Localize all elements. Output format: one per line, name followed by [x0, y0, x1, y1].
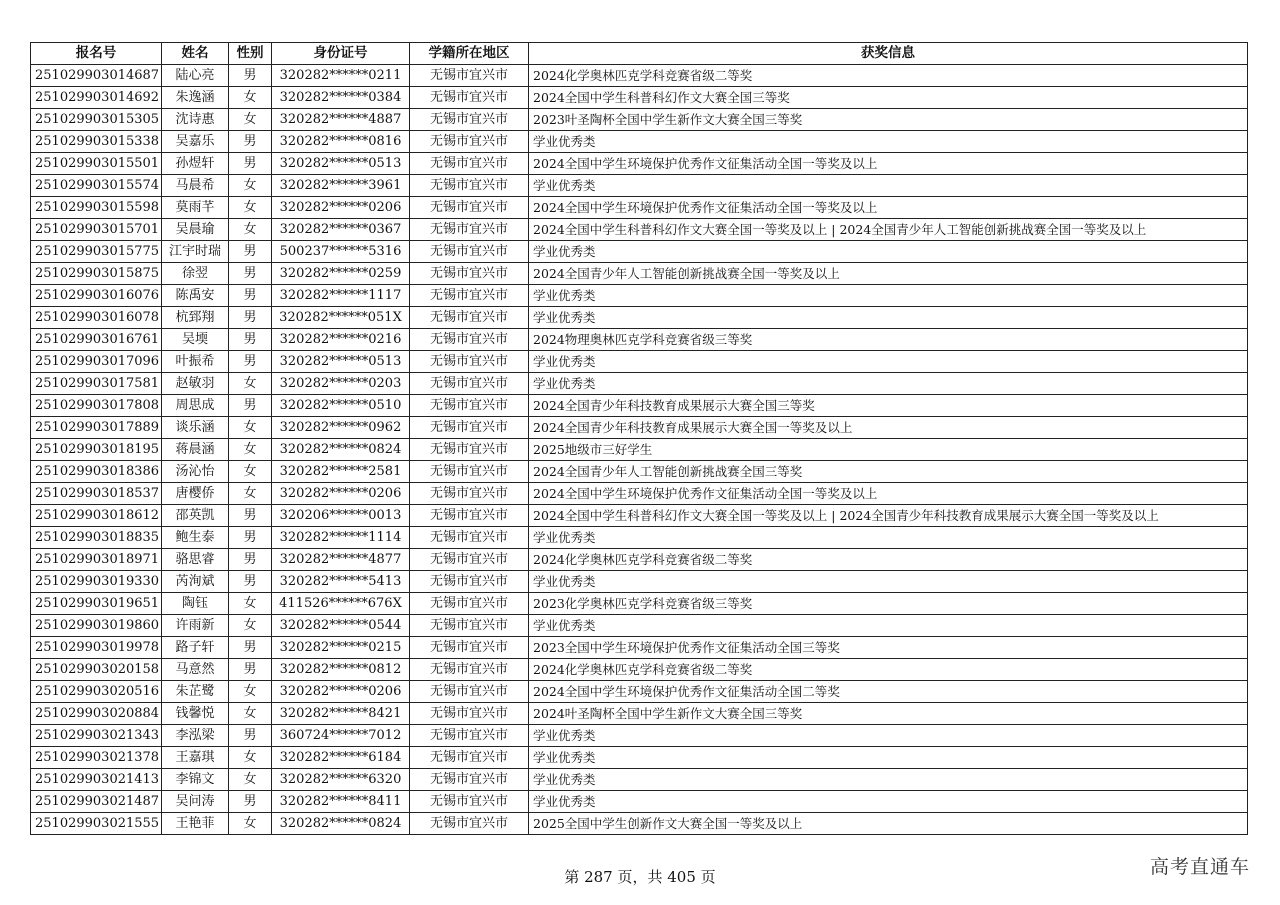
gender-cell: 男	[229, 725, 272, 747]
name-cell: 马晨希	[162, 175, 229, 197]
registration-number-cell: 251029903021343	[31, 725, 162, 747]
id-number-cell: 320282******1117	[272, 285, 410, 307]
registration-number-cell: 251029903015338	[31, 131, 162, 153]
school-region-cell: 无锡市宜兴市	[410, 725, 529, 747]
gender-cell: 男	[229, 549, 272, 571]
gender-cell: 女	[229, 615, 272, 637]
id-number-cell: 320282******051X	[272, 307, 410, 329]
gender-cell: 男	[229, 659, 272, 681]
table-row	[31, 65, 1248, 87]
name-cell: 江宇时瑞	[162, 241, 229, 263]
award-info-cell: 2024全国中学生科普科幻作文大赛全国一等奖及以上 | 2024全国青少年科技教育成果展示大赛全国一等奖及以上	[529, 505, 1248, 527]
name-cell: 陶钰	[162, 593, 229, 615]
award-info-cell: 2025全国中学生创新作文大赛全国一等奖及以上	[529, 813, 1248, 835]
school-region-cell: 无锡市宜兴市	[410, 791, 529, 813]
table-header-row	[31, 43, 1248, 65]
award-info-cell: 2023全国中学生环境保护优秀作文征集活动全国三等奖	[529, 637, 1248, 659]
school-region-cell: 无锡市宜兴市	[410, 351, 529, 373]
id-number-cell: 320282******0259	[272, 263, 410, 285]
id-number-cell: 320282******0962	[272, 417, 410, 439]
registration-number-cell: 251029903015775	[31, 241, 162, 263]
award-info-cell: 2024全国青少年人工智能创新挑战赛全国一等奖及以上	[529, 263, 1248, 285]
registration-number-cell: 251029903019330	[31, 571, 162, 593]
school-region-cell: 无锡市宜兴市	[410, 703, 529, 725]
registration-number-cell: 251029903021487	[31, 791, 162, 813]
registration-number-cell: 251029903015701	[31, 219, 162, 241]
header-name: 姓名	[162, 43, 229, 65]
table-row	[31, 153, 1248, 175]
name-cell: 孙煜轩	[162, 153, 229, 175]
gender-cell: 女	[229, 681, 272, 703]
school-region-cell: 无锡市宜兴市	[410, 593, 529, 615]
id-number-cell: 320282******0216	[272, 329, 410, 351]
gender-cell: 男	[229, 791, 272, 813]
table-row	[31, 461, 1248, 483]
id-number-cell: 320282******0211	[272, 65, 410, 87]
registration-number-cell: 251029903020516	[31, 681, 162, 703]
header-registration-number: 报名号	[31, 43, 162, 65]
name-cell: 陈禹安	[162, 285, 229, 307]
id-number-cell: 320282******0513	[272, 351, 410, 373]
table-row	[31, 417, 1248, 439]
registration-number-cell: 251029903017096	[31, 351, 162, 373]
school-region-cell: 无锡市宜兴市	[410, 615, 529, 637]
name-cell: 唐樱侨	[162, 483, 229, 505]
gender-cell: 女	[229, 219, 272, 241]
gender-cell: 男	[229, 285, 272, 307]
table-row	[31, 329, 1248, 351]
gender-cell: 男	[229, 263, 272, 285]
registration-number-cell: 251029903017808	[31, 395, 162, 417]
award-info-cell: 2024全国中学生环境保护优秀作文征集活动全国一等奖及以上	[529, 197, 1248, 219]
award-info-cell: 2024叶圣陶杯全国中学生新作文大赛全国三等奖	[529, 703, 1248, 725]
registration-number-cell: 251029903015574	[31, 175, 162, 197]
gender-cell: 女	[229, 417, 272, 439]
registration-number-cell: 251029903016076	[31, 285, 162, 307]
name-cell: 鲍生泰	[162, 527, 229, 549]
registration-number-cell: 251029903017581	[31, 373, 162, 395]
name-cell: 吴堧	[162, 329, 229, 351]
award-info-cell: 学业优秀类	[529, 791, 1248, 813]
registration-number-cell: 251029903020884	[31, 703, 162, 725]
name-cell: 邵英凯	[162, 505, 229, 527]
gender-cell: 男	[229, 241, 272, 263]
school-region-cell: 无锡市宜兴市	[410, 461, 529, 483]
name-cell: 吴晨瑜	[162, 219, 229, 241]
award-info-cell: 2024全国青少年人工智能创新挑战赛全国三等奖	[529, 461, 1248, 483]
registration-number-cell: 251029903020158	[31, 659, 162, 681]
gender-cell: 女	[229, 813, 272, 835]
id-number-cell: 320282******0206	[272, 197, 410, 219]
id-number-cell: 320282******1114	[272, 527, 410, 549]
gender-cell: 女	[229, 439, 272, 461]
id-number-cell: 320282******0206	[272, 681, 410, 703]
award-info-cell: 学业优秀类	[529, 131, 1248, 153]
school-region-cell: 无锡市宜兴市	[410, 263, 529, 285]
name-cell: 汤沁怡	[162, 461, 229, 483]
award-info-cell: 2024物理奥林匹克学科竞赛省级三等奖	[529, 329, 1248, 351]
id-number-cell: 320282******3961	[272, 175, 410, 197]
award-info-cell: 2024全国中学生科普科幻作文大赛全国三等奖	[529, 87, 1248, 109]
name-cell: 钱馨悦	[162, 703, 229, 725]
table-row	[31, 109, 1248, 131]
id-number-cell: 320282******6320	[272, 769, 410, 791]
id-number-cell: 320282******0513	[272, 153, 410, 175]
name-cell: 芮洵斌	[162, 571, 229, 593]
id-number-cell: 320282******0812	[272, 659, 410, 681]
name-cell: 李泓梁	[162, 725, 229, 747]
table-row	[31, 593, 1248, 615]
name-cell: 王艳菲	[162, 813, 229, 835]
award-info-cell: 学业优秀类	[529, 615, 1248, 637]
registration-number-cell: 251029903015305	[31, 109, 162, 131]
award-info-cell: 2024化学奥林匹克学科竞赛省级二等奖	[529, 65, 1248, 87]
table-row	[31, 725, 1248, 747]
page-number: 第 287 页，共 405 页	[564, 868, 716, 886]
name-cell: 沈诗惠	[162, 109, 229, 131]
award-info-cell: 学业优秀类	[529, 241, 1248, 263]
gender-cell: 男	[229, 329, 272, 351]
watermark-text: 高考直通车	[1149, 856, 1250, 878]
table-row	[31, 813, 1248, 835]
award-info-cell: 学业优秀类	[529, 373, 1248, 395]
school-region-cell: 无锡市宜兴市	[410, 65, 529, 87]
table-body	[31, 65, 1248, 835]
school-region-cell: 无锡市宜兴市	[410, 241, 529, 263]
id-number-cell: 320282******0384	[272, 87, 410, 109]
gender-cell: 男	[229, 527, 272, 549]
name-cell: 叶振希	[162, 351, 229, 373]
header-id-number: 身份证号	[272, 43, 410, 65]
award-info-cell: 2024全国青少年科技教育成果展示大赛全国一等奖及以上	[529, 417, 1248, 439]
award-info-cell: 2025地级市三好学生	[529, 439, 1248, 461]
name-cell: 徐翌	[162, 263, 229, 285]
name-cell: 蒋晨涵	[162, 439, 229, 461]
registration-number-cell: 251029903014687	[31, 65, 162, 87]
school-region-cell: 无锡市宜兴市	[410, 153, 529, 175]
school-region-cell: 无锡市宜兴市	[410, 175, 529, 197]
registration-number-cell: 251029903018835	[31, 527, 162, 549]
gender-cell: 女	[229, 703, 272, 725]
registration-number-cell: 251029903016078	[31, 307, 162, 329]
table-row	[31, 527, 1248, 549]
table-row	[31, 483, 1248, 505]
registration-number-cell: 251029903015875	[31, 263, 162, 285]
name-cell: 王嘉琪	[162, 747, 229, 769]
id-number-cell: 320282******0544	[272, 615, 410, 637]
name-cell: 朱逸涵	[162, 87, 229, 109]
gender-cell: 女	[229, 87, 272, 109]
table-row	[31, 615, 1248, 637]
school-region-cell: 无锡市宜兴市	[410, 637, 529, 659]
table-row	[31, 505, 1248, 527]
school-region-cell: 无锡市宜兴市	[410, 769, 529, 791]
registration-number-cell: 251029903014692	[31, 87, 162, 109]
id-number-cell: 320282******0203	[272, 373, 410, 395]
id-number-cell: 320282******0367	[272, 219, 410, 241]
gender-cell: 女	[229, 109, 272, 131]
table-row	[31, 637, 1248, 659]
school-region-cell: 无锡市宜兴市	[410, 285, 529, 307]
gender-cell: 男	[229, 65, 272, 87]
name-cell: 朱芷鹭	[162, 681, 229, 703]
school-region-cell: 无锡市宜兴市	[410, 527, 529, 549]
id-number-cell: 320282******6184	[272, 747, 410, 769]
name-cell: 马意然	[162, 659, 229, 681]
registration-number-cell: 251029903018386	[31, 461, 162, 483]
registration-number-cell: 251029903019978	[31, 637, 162, 659]
table-row	[31, 351, 1248, 373]
gender-cell: 女	[229, 593, 272, 615]
award-info-cell: 2024化学奥林匹克学科竞赛省级二等奖	[529, 659, 1248, 681]
registration-number-cell: 251029903018195	[31, 439, 162, 461]
registration-number-cell: 251029903017889	[31, 417, 162, 439]
registration-number-cell: 251029903021413	[31, 769, 162, 791]
registration-number-cell: 251029903021378	[31, 747, 162, 769]
table-row	[31, 131, 1248, 153]
header-gender: 性别	[229, 43, 272, 65]
school-region-cell: 无锡市宜兴市	[410, 197, 529, 219]
award-info-cell: 2024全国青少年科技教育成果展示大赛全国三等奖	[529, 395, 1248, 417]
school-region-cell: 无锡市宜兴市	[410, 505, 529, 527]
registration-number-cell: 251029903015598	[31, 197, 162, 219]
award-info-cell: 学业优秀类	[529, 175, 1248, 197]
gender-cell: 女	[229, 461, 272, 483]
gender-cell: 男	[229, 505, 272, 527]
registration-number-cell: 251029903018612	[31, 505, 162, 527]
name-cell: 周思成	[162, 395, 229, 417]
name-cell: 吴嘉乐	[162, 131, 229, 153]
gender-cell: 男	[229, 153, 272, 175]
school-region-cell: 无锡市宜兴市	[410, 87, 529, 109]
award-list-table-container	[30, 42, 1247, 835]
table-row	[31, 395, 1248, 417]
id-number-cell: 320282******4887	[272, 109, 410, 131]
award-info-cell: 2024化学奥林匹克学科竞赛省级二等奖	[529, 549, 1248, 571]
award-info-cell: 学业优秀类	[529, 769, 1248, 791]
gender-cell: 男	[229, 637, 272, 659]
id-number-cell: 320282******8411	[272, 791, 410, 813]
gender-cell: 女	[229, 483, 272, 505]
registration-number-cell: 251029903018537	[31, 483, 162, 505]
table-row	[31, 681, 1248, 703]
name-cell: 骆思睿	[162, 549, 229, 571]
school-region-cell: 无锡市宜兴市	[410, 483, 529, 505]
school-region-cell: 无锡市宜兴市	[410, 329, 529, 351]
name-cell: 许雨新	[162, 615, 229, 637]
table-row	[31, 571, 1248, 593]
id-number-cell: 320282******0816	[272, 131, 410, 153]
award-info-cell: 学业优秀类	[529, 725, 1248, 747]
school-region-cell: 无锡市宜兴市	[410, 439, 529, 461]
table-row	[31, 197, 1248, 219]
table-row	[31, 373, 1248, 395]
name-cell: 吴问涛	[162, 791, 229, 813]
gender-cell: 男	[229, 351, 272, 373]
award-info-cell: 学业优秀类	[529, 527, 1248, 549]
registration-number-cell: 251029903016761	[31, 329, 162, 351]
name-cell: 谈乐涵	[162, 417, 229, 439]
name-cell: 莫雨芊	[162, 197, 229, 219]
school-region-cell: 无锡市宜兴市	[410, 549, 529, 571]
table-row	[31, 791, 1248, 813]
award-info-cell: 2023化学奥林匹克学科竞赛省级三等奖	[529, 593, 1248, 615]
gender-cell: 女	[229, 747, 272, 769]
name-cell: 赵敏羽	[162, 373, 229, 395]
award-info-cell: 2023叶圣陶杯全国中学生新作文大赛全国三等奖	[529, 109, 1248, 131]
table-row	[31, 769, 1248, 791]
award-info-cell: 学业优秀类	[529, 571, 1248, 593]
id-number-cell: 320282******4877	[272, 549, 410, 571]
award-info-cell: 学业优秀类	[529, 351, 1248, 373]
id-number-cell: 320282******0510	[272, 395, 410, 417]
name-cell: 路子轩	[162, 637, 229, 659]
id-number-cell: 320206******0013	[272, 505, 410, 527]
school-region-cell: 无锡市宜兴市	[410, 681, 529, 703]
id-number-cell: 411526******676X	[272, 593, 410, 615]
gender-cell: 男	[229, 571, 272, 593]
table-row	[31, 175, 1248, 197]
table-row	[31, 703, 1248, 725]
award-info-cell: 2024全国中学生科普科幻作文大赛全国一等奖及以上 | 2024全国青少年人工智能创新挑战赛全国一等奖及以上	[529, 219, 1248, 241]
registration-number-cell: 251029903021555	[31, 813, 162, 835]
table-row	[31, 747, 1248, 769]
award-info-cell: 学业优秀类	[529, 307, 1248, 329]
registration-number-cell: 251029903019651	[31, 593, 162, 615]
award-info-cell: 学业优秀类	[529, 285, 1248, 307]
gender-cell: 女	[229, 769, 272, 791]
award-info-cell: 2024全国中学生环境保护优秀作文征集活动全国一等奖及以上	[529, 483, 1248, 505]
name-cell: 李锦文	[162, 769, 229, 791]
school-region-cell: 无锡市宜兴市	[410, 813, 529, 835]
registration-number-cell: 251029903018971	[31, 549, 162, 571]
gender-cell: 男	[229, 307, 272, 329]
award-info-cell: 2024全国中学生环境保护优秀作文征集活动全国一等奖及以上	[529, 153, 1248, 175]
name-cell: 杭郅翔	[162, 307, 229, 329]
table-row	[31, 307, 1248, 329]
school-region-cell: 无锡市宜兴市	[410, 571, 529, 593]
id-number-cell: 320282******0824	[272, 813, 410, 835]
id-number-cell: 320282******5413	[272, 571, 410, 593]
award-info-cell: 2024全国中学生环境保护优秀作文征集活动全国二等奖	[529, 681, 1248, 703]
gender-cell: 男	[229, 395, 272, 417]
id-number-cell: 320282******0215	[272, 637, 410, 659]
table-row	[31, 549, 1248, 571]
school-region-cell: 无锡市宜兴市	[410, 659, 529, 681]
id-number-cell: 320282******0824	[272, 439, 410, 461]
school-region-cell: 无锡市宜兴市	[410, 747, 529, 769]
school-region-cell: 无锡市宜兴市	[410, 219, 529, 241]
registration-number-cell: 251029903015501	[31, 153, 162, 175]
table-row	[31, 241, 1248, 263]
gender-cell: 女	[229, 373, 272, 395]
id-number-cell: 500237******5316	[272, 241, 410, 263]
award-info-cell: 学业优秀类	[529, 747, 1248, 769]
header-award-info: 获奖信息	[529, 43, 1248, 65]
header-school-region: 学籍所在地区	[410, 43, 529, 65]
school-region-cell: 无锡市宜兴市	[410, 417, 529, 439]
table-row	[31, 439, 1248, 461]
id-number-cell: 320282******0206	[272, 483, 410, 505]
school-region-cell: 无锡市宜兴市	[410, 307, 529, 329]
school-region-cell: 无锡市宜兴市	[410, 131, 529, 153]
gender-cell: 女	[229, 175, 272, 197]
school-region-cell: 无锡市宜兴市	[410, 373, 529, 395]
registration-number-cell: 251029903019860	[31, 615, 162, 637]
name-cell: 陆心亮	[162, 65, 229, 87]
table-row	[31, 285, 1248, 307]
gender-cell: 男	[229, 131, 272, 153]
table-row	[31, 659, 1248, 681]
id-number-cell: 320282******2581	[272, 461, 410, 483]
table-row	[31, 87, 1248, 109]
school-region-cell: 无锡市宜兴市	[410, 109, 529, 131]
id-number-cell: 320282******8421	[272, 703, 410, 725]
id-number-cell: 360724******7012	[272, 725, 410, 747]
table-row	[31, 219, 1248, 241]
gender-cell: 女	[229, 197, 272, 219]
table-row	[31, 263, 1248, 285]
award-list-table	[30, 42, 1248, 835]
school-region-cell: 无锡市宜兴市	[410, 395, 529, 417]
